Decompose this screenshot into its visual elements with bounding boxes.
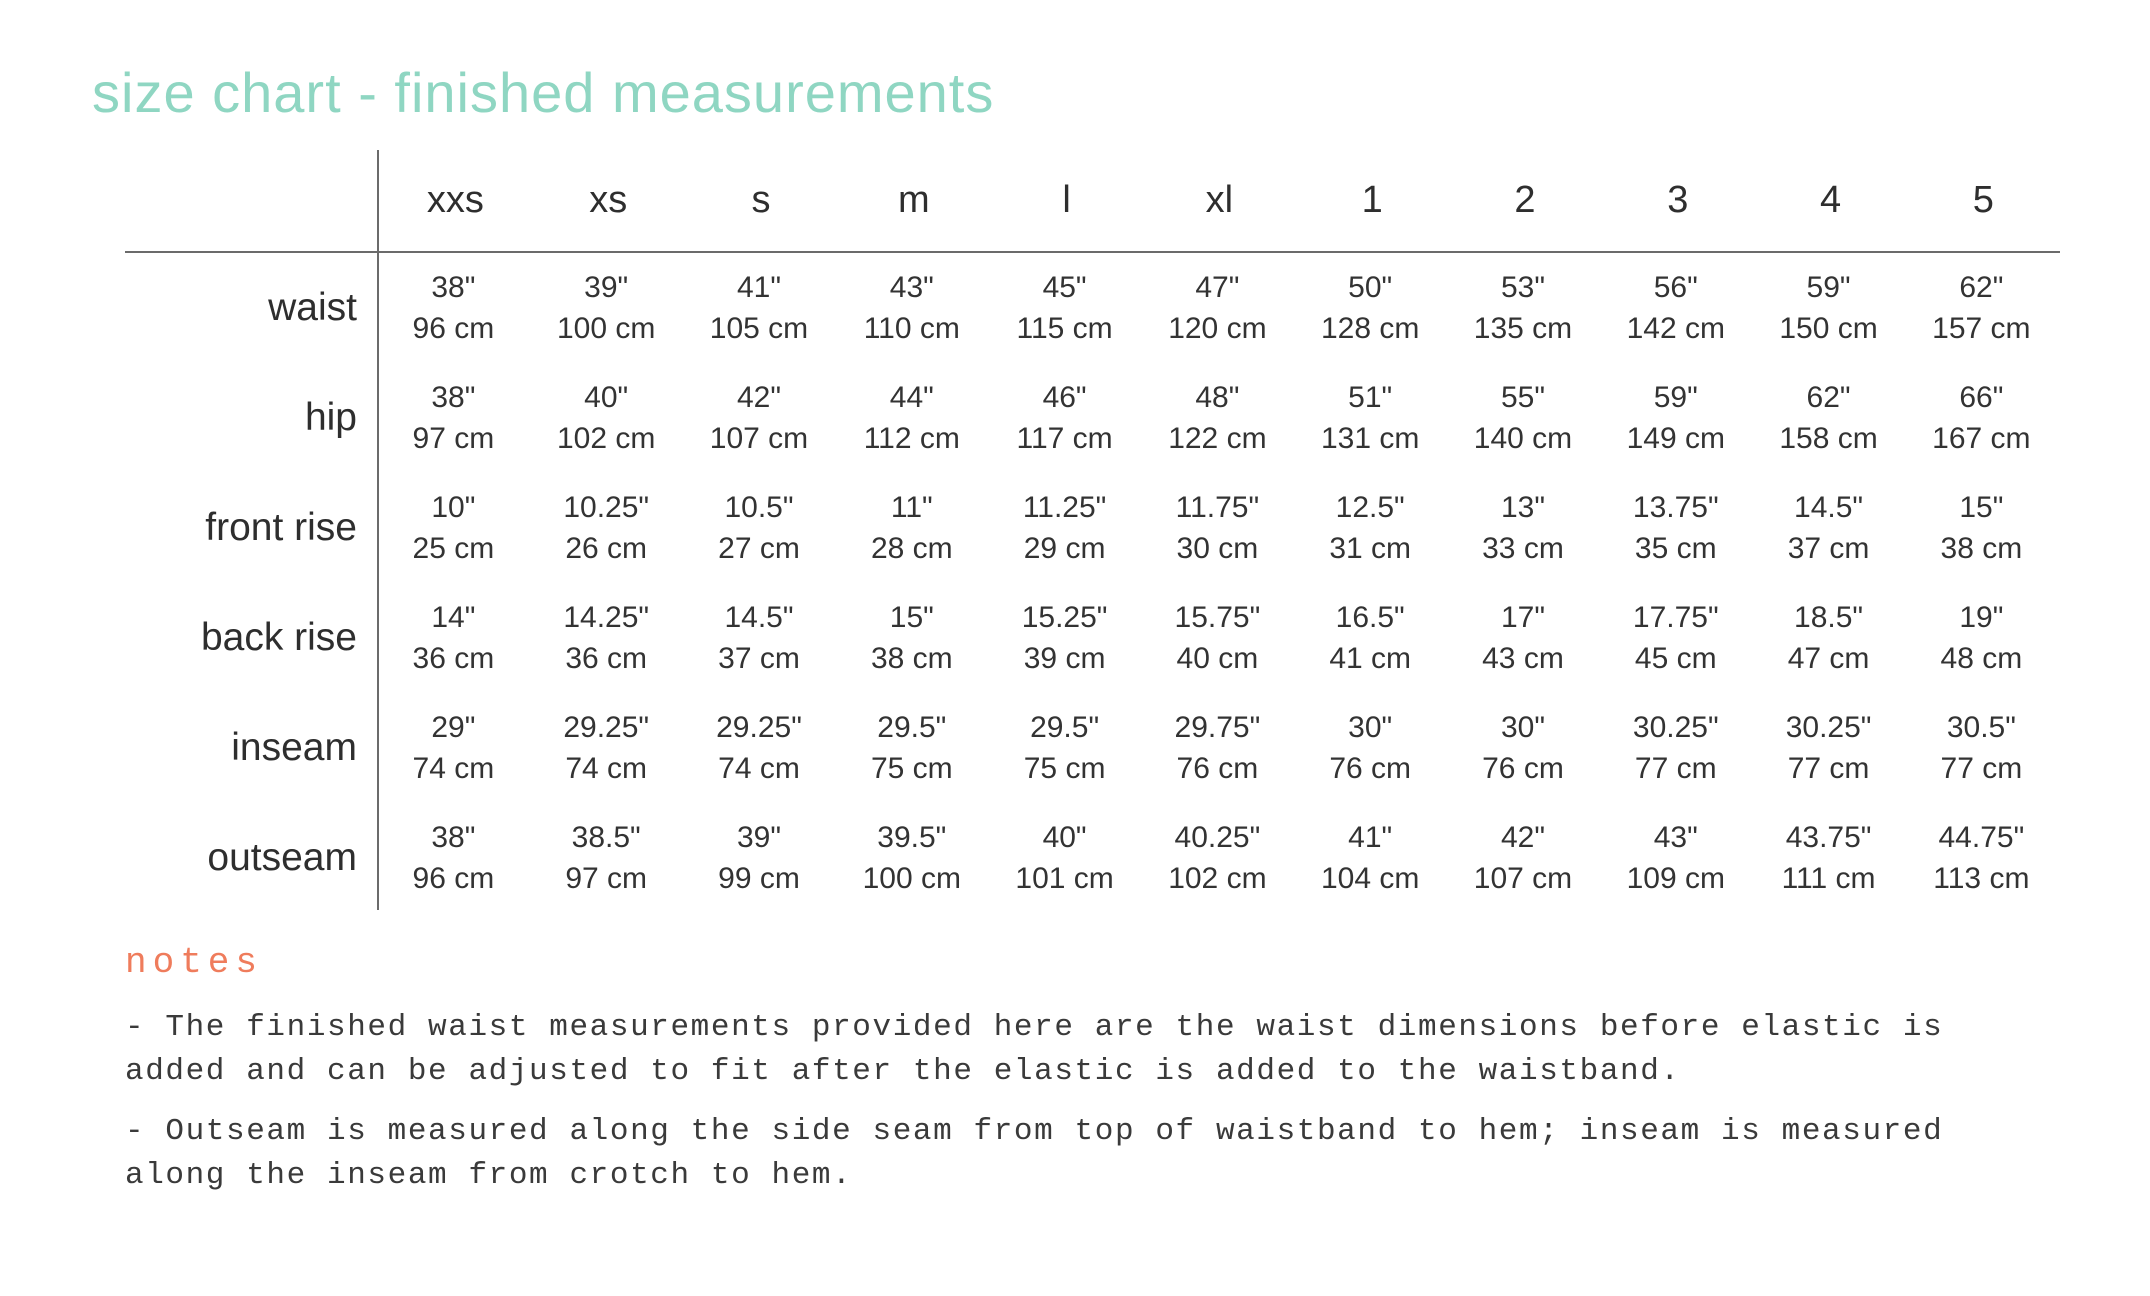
inch-value: 38.5" [571, 821, 641, 854]
inch-value: 44" [889, 381, 934, 414]
table-cell [530, 267, 683, 349]
inch-value: 18.5" [1794, 601, 1864, 634]
cm-value: 128 cm [1320, 312, 1420, 345]
inch-value: 29.5" [877, 711, 947, 744]
cm-value: 37 cm [1787, 532, 1870, 565]
table-cell [835, 487, 988, 569]
inch-value: 44.75" [1938, 821, 2025, 854]
table-cell [1141, 377, 1294, 459]
inch-value: 12.5" [1335, 491, 1405, 524]
table-cell [1294, 817, 1447, 899]
table-cell [530, 597, 683, 679]
table-cell [1599, 377, 1752, 459]
cm-value: 47 cm [1787, 642, 1870, 675]
table-row-waist [125, 253, 2060, 363]
inch-value: 15" [889, 601, 934, 634]
cm-value: 30 cm [1176, 532, 1259, 565]
inch-value: 48" [1195, 381, 1240, 414]
inch-value: 13.75" [1632, 491, 1719, 524]
cm-value: 77 cm [1787, 752, 1870, 785]
cm-value: 35 cm [1634, 532, 1717, 565]
table-cell [377, 707, 530, 789]
cm-value: 29 cm [1023, 532, 1106, 565]
cm-value: 142 cm [1626, 312, 1725, 345]
table-cell [683, 597, 836, 679]
inch-value: 30" [1348, 711, 1393, 744]
table-cell [1447, 267, 1600, 349]
cm-value: 99 cm [718, 862, 800, 895]
inch-value: 62" [1959, 271, 2004, 304]
cm-value: 102 cm [1168, 862, 1267, 895]
row-label: outseam [207, 836, 357, 879]
size-header-l: l [1062, 179, 1071, 221]
row-cells [377, 817, 2058, 899]
table-cell [1141, 487, 1294, 569]
inch-value: 46" [1042, 381, 1087, 414]
size-header-xl: xl [1205, 179, 1234, 221]
table-cell [1599, 487, 1752, 569]
inch-value: 51" [1348, 381, 1393, 414]
table-row-inseam [125, 693, 2060, 803]
cm-value: 100 cm [862, 862, 961, 895]
cm-value: 25 cm [412, 532, 495, 565]
inch-value: 42" [1500, 821, 1545, 854]
size-header-s: s [751, 179, 771, 221]
cm-value: 115 cm [1016, 312, 1113, 345]
table-cell [683, 817, 836, 899]
size-header-1: 1 [1361, 179, 1383, 221]
table-cell [988, 267, 1141, 349]
measurement-rows [125, 253, 2060, 913]
table-cell [1141, 597, 1294, 679]
size-header-2: 2 [1514, 179, 1536, 221]
table-cell [835, 597, 988, 679]
table-cell [988, 487, 1141, 569]
inch-value: 10.25" [563, 491, 650, 524]
inch-value: 59" [1806, 271, 1851, 304]
cm-value: 107 cm [1473, 862, 1573, 895]
cm-value: 43 cm [1482, 642, 1564, 675]
inch-value: 38" [431, 271, 476, 304]
size-header-3: 3 [1667, 179, 1689, 221]
table-cell [1294, 377, 1447, 459]
inch-value: 45" [1042, 271, 1087, 304]
table-cell [1752, 597, 1905, 679]
cm-value: 74 cm [718, 752, 800, 785]
cm-value: 77 cm [1634, 752, 1717, 785]
table-row-front-rise [125, 473, 2060, 583]
cm-value: 107 cm [709, 422, 809, 455]
table-cell [1294, 487, 1447, 569]
inch-value: 43.75" [1785, 821, 1872, 854]
cm-value: 74 cm [565, 752, 648, 785]
table-cell [1905, 817, 2058, 899]
cm-value: 149 cm [1626, 422, 1725, 455]
table-cell [835, 377, 988, 459]
row-cells [377, 267, 2058, 349]
cm-value: 100 cm [557, 312, 656, 345]
cm-value: 96 cm [412, 312, 495, 345]
size-chart-table [125, 150, 2060, 910]
table-cell [1294, 707, 1447, 789]
table-cell [835, 707, 988, 789]
cm-value: 76 cm [1176, 752, 1259, 785]
table-cell [1905, 377, 2058, 459]
inch-value: 14.25" [563, 601, 650, 634]
inch-value: 56" [1653, 271, 1698, 304]
table-cell [1599, 707, 1752, 789]
row-cells [377, 487, 2058, 569]
cm-value: 96 cm [412, 862, 495, 895]
table-cell [1141, 707, 1294, 789]
inch-value: 13" [1500, 491, 1545, 524]
table-cell [1752, 487, 1905, 569]
size-header-m: m [897, 179, 930, 221]
table-cell [1599, 597, 1752, 679]
inch-value: 47" [1195, 271, 1240, 304]
table-cell [1905, 597, 2058, 679]
inch-value: 62" [1806, 381, 1851, 414]
inch-value: 41" [736, 271, 781, 304]
table-cell [683, 707, 836, 789]
row-label: back rise [200, 616, 357, 659]
table-cell [1905, 707, 2058, 789]
table-cell [377, 597, 530, 679]
table-cell [1447, 707, 1600, 789]
inch-value: 43" [889, 271, 934, 304]
cm-value: 97 cm [412, 422, 495, 455]
cm-value: 105 cm [709, 312, 809, 345]
inch-value: 14" [431, 601, 476, 634]
inch-value: 11" [890, 491, 933, 524]
inch-value: 11.25" [1022, 491, 1107, 524]
inch-value: 50" [1348, 271, 1393, 304]
cm-value: 40 cm [1176, 642, 1259, 675]
cm-value: 38 cm [1940, 532, 2023, 565]
inch-value: 15.75" [1174, 601, 1261, 634]
inch-value: 53" [1500, 271, 1545, 304]
cm-value: 48 cm [1940, 642, 2023, 675]
inch-value: 40" [584, 381, 629, 414]
inch-value: 29" [431, 711, 476, 744]
row-cells [377, 377, 2058, 459]
inch-value: 10.5" [724, 491, 794, 524]
table-cell [1294, 267, 1447, 349]
size-header-xs: xs [589, 179, 628, 221]
cm-value: 33 cm [1482, 532, 1564, 565]
table-cell [683, 487, 836, 569]
table-cell [1905, 267, 2058, 349]
table-cell [1141, 817, 1294, 899]
inch-value: 38" [431, 381, 476, 414]
inch-value: 15.25" [1021, 601, 1108, 634]
cm-value: 131 cm [1320, 422, 1420, 455]
inch-value: 10" [431, 491, 476, 524]
cm-value: 74 cm [412, 752, 495, 785]
cm-value: 113 cm [1933, 862, 2030, 895]
inch-value: 30" [1500, 711, 1545, 744]
note-item: - Outseam is measured along the side seam from top of waistband to hem; inseam is measured along the inseam from crotch to hem. [125, 1114, 1944, 1193]
size-header-xxs: xxs [426, 179, 484, 221]
inch-value: 39" [584, 271, 629, 304]
cm-value: 110 cm [863, 312, 960, 345]
cm-value: 26 cm [565, 532, 648, 565]
inch-value: 30.25" [1632, 711, 1719, 744]
inch-value: 15" [1959, 491, 2004, 524]
inch-value: 40.25" [1174, 821, 1261, 854]
inch-value: 30.5" [1946, 711, 2016, 744]
inch-value: 39.5" [877, 821, 947, 854]
cm-value: 97 cm [565, 862, 648, 895]
cm-value: 38 cm [870, 642, 953, 675]
cm-value: 140 cm [1473, 422, 1573, 455]
table-cell [988, 597, 1141, 679]
table-cell [1141, 267, 1294, 349]
table-cell [1905, 487, 2058, 569]
inch-value: 29.25" [716, 711, 802, 744]
inch-value: 19" [1959, 601, 2004, 634]
inch-value: 14.5" [724, 601, 794, 634]
cm-value: 135 cm [1473, 312, 1573, 345]
inch-value: 59" [1653, 381, 1698, 414]
table-row-hip [125, 363, 2060, 473]
table-cell [1752, 377, 1905, 459]
table-cell [530, 487, 683, 569]
table-cell [530, 377, 683, 459]
cm-value: 76 cm [1482, 752, 1564, 785]
inch-value: 40" [1042, 821, 1087, 854]
table-cell [1599, 267, 1752, 349]
inch-value: 42" [736, 381, 781, 414]
table-cell [1752, 267, 1905, 349]
inch-value: 17.75" [1632, 601, 1719, 634]
table-cell [1599, 817, 1752, 899]
row-label: hip [304, 396, 357, 439]
size-header-4: 4 [1820, 179, 1842, 221]
table-cell [377, 267, 530, 349]
cm-value: 39 cm [1023, 642, 1106, 675]
table-cell [1447, 377, 1600, 459]
cm-value: 76 cm [1329, 752, 1412, 785]
inch-value: 30.25" [1785, 711, 1872, 744]
size-header-row [379, 150, 2060, 251]
table-cell [377, 487, 530, 569]
cm-value: 112 cm [863, 422, 960, 455]
inch-value: 41" [1348, 821, 1393, 854]
cm-value: 27 cm [718, 532, 800, 565]
cm-value: 109 cm [1626, 862, 1725, 895]
inch-value: 55" [1500, 381, 1545, 414]
table-row-back-rise [125, 583, 2060, 693]
row-cells [377, 597, 2058, 679]
cm-value: 36 cm [412, 642, 495, 675]
table-cell [988, 817, 1141, 899]
cm-value: 167 cm [1932, 422, 2031, 455]
table-cell [377, 817, 530, 899]
cm-value: 120 cm [1168, 312, 1267, 345]
inch-value: 43" [1653, 821, 1698, 854]
size-header-5: 5 [1972, 179, 1994, 221]
table-cell [683, 267, 836, 349]
cm-value: 157 cm [1932, 312, 2031, 345]
cm-value: 37 cm [718, 642, 800, 675]
table-cell [835, 267, 988, 349]
inch-value: 14.5" [1794, 491, 1864, 524]
page-title: size chart - finished measurements [92, 61, 995, 124]
cm-value: 122 cm [1168, 422, 1267, 455]
table-cell [1752, 707, 1905, 789]
cm-value: 102 cm [557, 422, 656, 455]
cm-value: 101 cm [1015, 862, 1114, 895]
table-row-outseam [125, 803, 2060, 913]
cm-value: 150 cm [1779, 312, 1878, 345]
cm-value: 75 cm [870, 752, 953, 785]
cm-value: 111 cm [1781, 862, 1876, 895]
row-label: waist [268, 286, 357, 329]
row-cells [377, 707, 2058, 789]
inch-value: 39" [736, 821, 781, 854]
table-cell [835, 817, 988, 899]
cm-value: 158 cm [1779, 422, 1878, 455]
cm-value: 77 cm [1940, 752, 2023, 785]
cm-value: 28 cm [870, 532, 953, 565]
notes-heading: notes [125, 942, 264, 983]
table-cell [1447, 597, 1600, 679]
cm-value: 31 cm [1329, 532, 1412, 565]
inch-value: 17" [1500, 601, 1545, 634]
inch-value: 29.5" [1030, 711, 1100, 744]
table-cell [988, 707, 1141, 789]
row-label: inseam [231, 726, 357, 769]
table-cell [1447, 487, 1600, 569]
row-label: front rise [205, 506, 357, 549]
note-item: - The finished waist measurements provided here are the waist dimensions before elastic is added and can be adjusted to fit after the elastic is added to the waistband. [125, 1010, 1944, 1089]
table-cell [1447, 817, 1600, 899]
inch-value: 29.25" [563, 711, 650, 744]
table-cell [1752, 817, 1905, 899]
inch-value: 16.5" [1335, 601, 1405, 634]
table-cell [683, 377, 836, 459]
table-cell [988, 377, 1141, 459]
table-cell [530, 817, 683, 899]
inch-value: 29.75" [1174, 711, 1261, 744]
cm-value: 104 cm [1320, 862, 1420, 895]
inch-value: 66" [1959, 381, 2004, 414]
cm-value: 41 cm [1329, 642, 1412, 675]
cm-value: 117 cm [1016, 422, 1113, 455]
table-cell [530, 707, 683, 789]
table-cell [377, 377, 530, 459]
cm-value: 75 cm [1023, 752, 1106, 785]
inch-value: 38" [431, 821, 476, 854]
table-cell [1294, 597, 1447, 679]
cm-value: 45 cm [1634, 642, 1717, 675]
cm-value: 36 cm [565, 642, 648, 675]
inch-value: 11.75" [1175, 491, 1260, 524]
